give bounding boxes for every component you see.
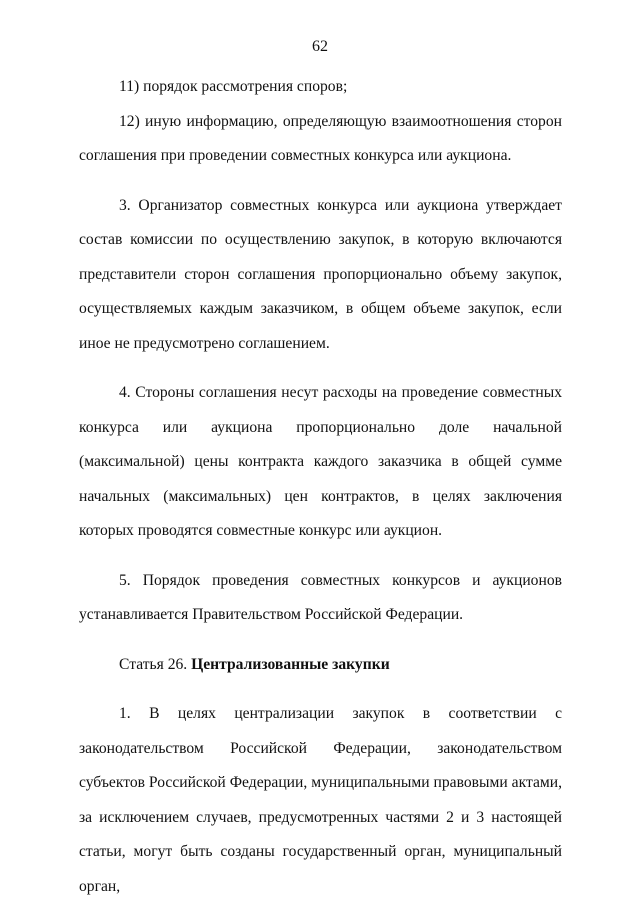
paragraph-item-12: 12) иную информацию, определяющую взаимоотношения сторон соглашения при проведении совместных конкурса или аукциона. (79, 112, 562, 164)
paragraph-item-11: 11) порядок рассмотрения споров; (119, 78, 348, 95)
page-number: 62 (312, 38, 328, 55)
article-26-paragraph-1: 1. В целях централизации закупок в соответствии с законодательством Российской Федерации, законодательством субъектов Российской Федерации, муниципальными правовыми актами, за исключением случаев, предусмотренных частями 2 и 3 настоящей статьи, могут быть созданы государственный орган, муниципальный орган, (79, 705, 562, 895)
article-heading (79, 648, 562, 683)
paragraph-5: 5. Порядок проведения совместных конкурсов и аукционов устанавливается Правительством Российской Федерации. (79, 571, 562, 623)
paragraph-3: 3. Организатор совместных конкурса или аукциона утверждает состав комиссии по осуществлению закупок, в которую включаются представители сторон соглашения пропорционально объему закупок, осуществляемых каждым заказчиком, в общем объеме закупок, если иное не предусмотрено соглашением. (79, 196, 562, 352)
article-number: Статья 26. (119, 655, 192, 673)
document-body (79, 70, 562, 904)
paragraph-4: 4. Стороны соглашения несут расходы на проведение совместных конкурса или аукциона пропорционально доле начальной (максимальной) цены контракта каждого заказчика в общей сумме начальных (максимальных) цен контрактов, в целях заключения которых проводятся совместные конкурс или аукцион. (79, 384, 562, 539)
article-title: Централизованные закупки (191, 655, 390, 673)
